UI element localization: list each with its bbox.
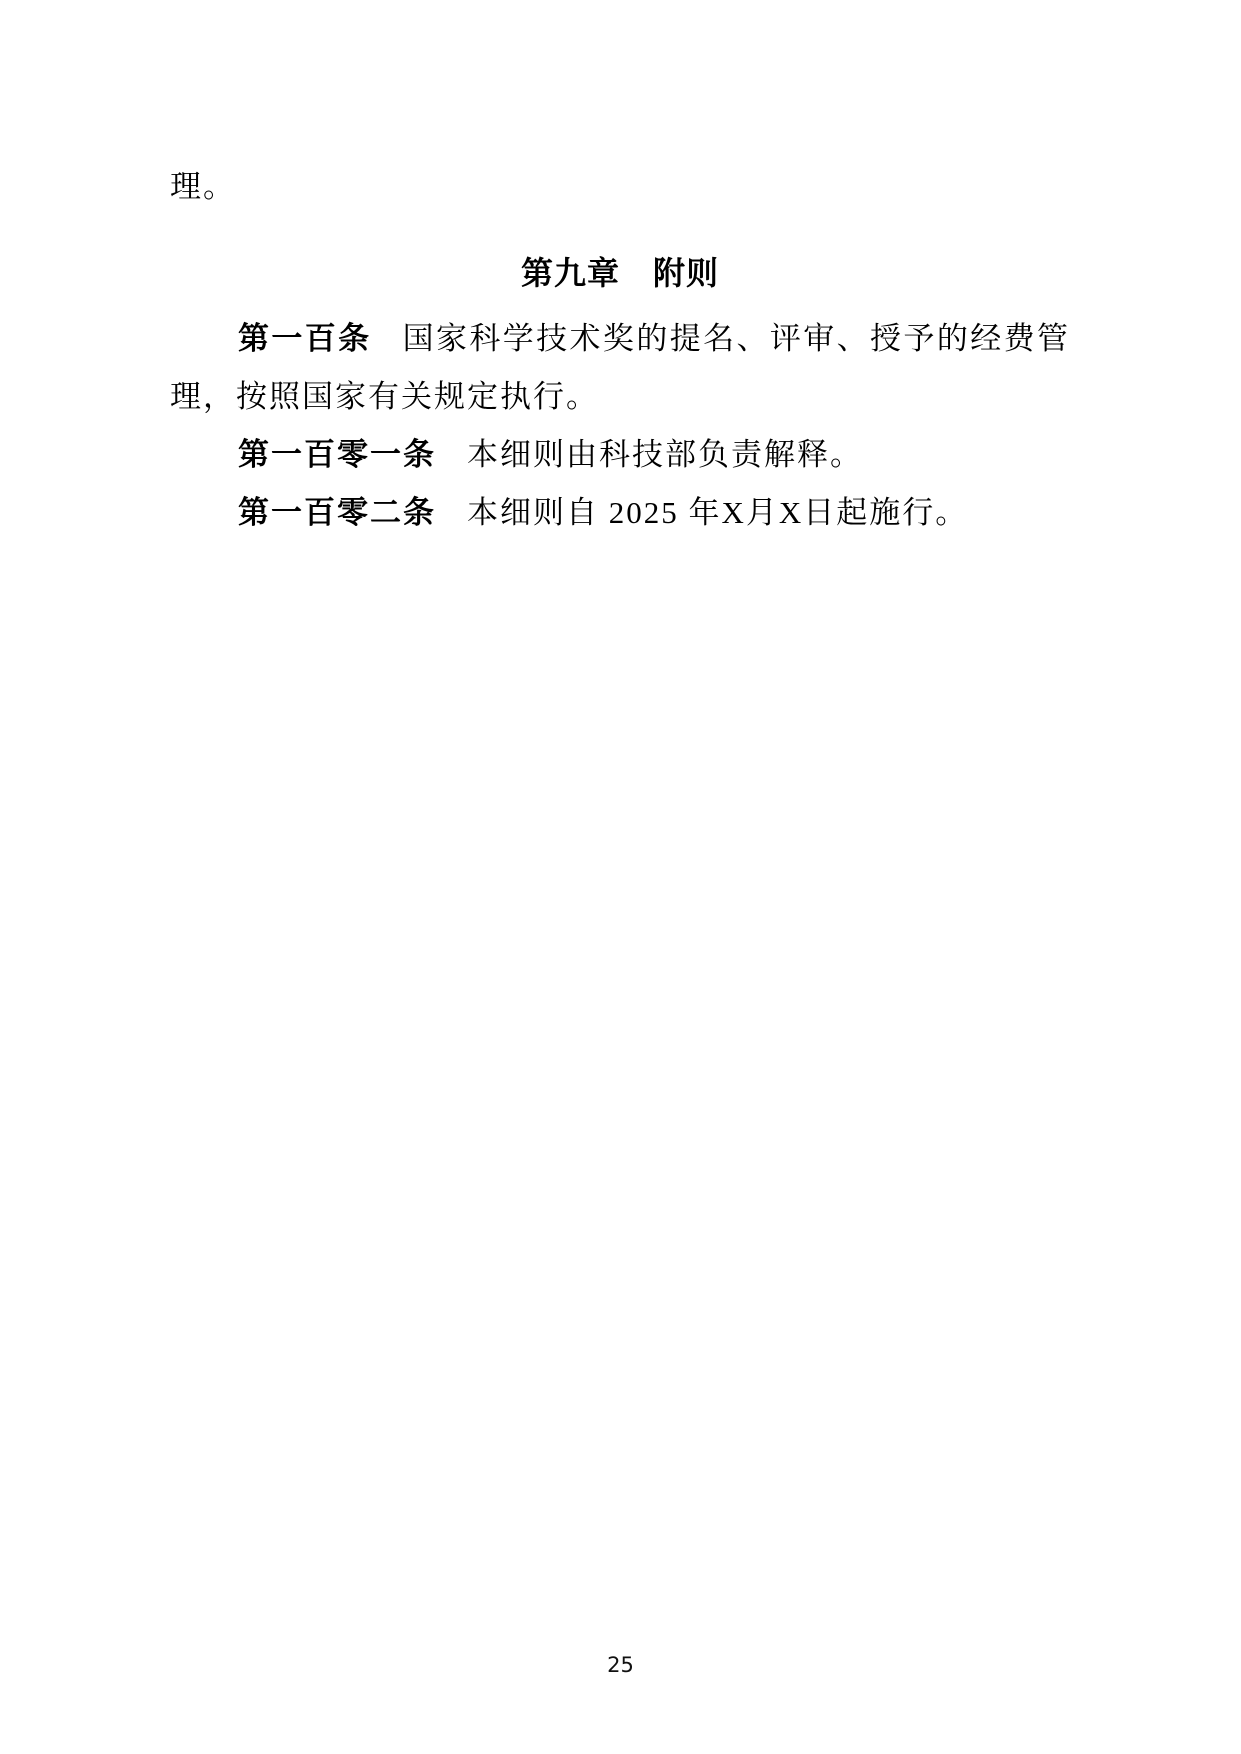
article-body: 国家科学技术奖的提名、评审、授予的经费管理，按照国家有关规定执行。 — [170, 321, 1071, 414]
page-content — [170, 158, 1070, 542]
article-number: 第一百条 — [238, 321, 372, 356]
article-number: 第一百零二条 — [238, 495, 436, 530]
article-paragraph-102 — [170, 484, 1070, 542]
continuation-paragraph: 理。 — [170, 169, 236, 204]
page-footer — [0, 1650, 1241, 1680]
article-paragraph-101 — [170, 426, 1070, 484]
chapter-heading: 第九章 附则 — [520, 255, 719, 291]
article-number: 第一百零一条 — [238, 437, 436, 472]
article-body: 本细则自 2025 年X月X日起施行。 — [467, 495, 969, 530]
article-paragraph-100 — [170, 310, 1070, 426]
page-number: 25 — [607, 1653, 634, 1677]
article-body: 本细则由科技部负责解释。 — [467, 437, 863, 472]
